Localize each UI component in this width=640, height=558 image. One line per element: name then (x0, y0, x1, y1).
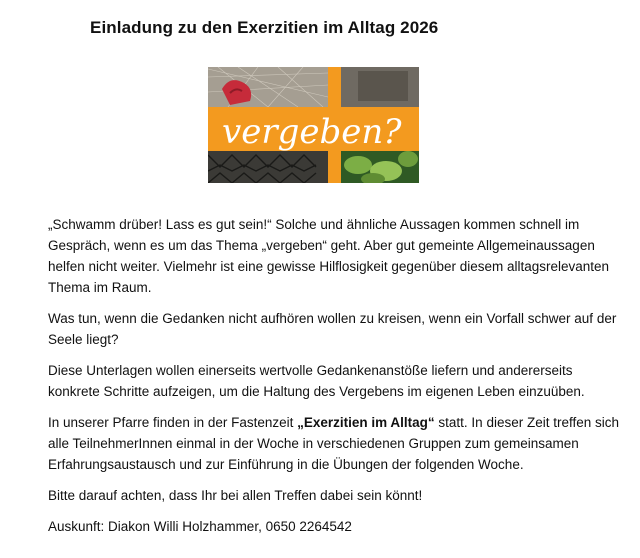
paragraph-contact: Auskunft: Diakon Willi Holzhammer, 0650 2264542 (48, 519, 352, 534)
paragraph-info (48, 412, 620, 475)
page-title: Einladung zu den Exerzitien im Alltag 2026 (90, 18, 439, 37)
paragraph-purpose: Diese Unterlagen wollen einerseits wertvolle Gedankenanstöße liefern und andererseits konkrete Schritte aufzeigen, um die Haltung des Vergebens im eigenen Leben einzuüben. (48, 363, 585, 399)
banner-image (208, 67, 419, 183)
paragraph-info-post: statt. In dieser Zeit treffen sich alle TeilnehmerInnen einmal in der Woche in verschiedenen Gruppen zum gemeinsamen Erfahrungsaustausch und zur Einführung in die Übungen der folgenden Woche. (48, 415, 620, 472)
event-name: „Exerzitien im Alltag“ (297, 415, 435, 430)
body-text (48, 214, 620, 547)
paragraph-note: Bitte darauf achten, dass Ihr bei allen Treffen dabei sein könnt! (48, 488, 423, 503)
paragraph-question: Was tun, wenn die Gedanken nicht aufhören wollen zu kreisen, wenn ein Vorfall schwer auf der Seele liegt? (48, 311, 617, 347)
paragraph-info-pre: In unserer Pfarre finden in der Fastenzeit (48, 415, 298, 430)
banner-word: vergeben? (222, 112, 402, 152)
paragraph-intro: „Schwamm drüber! Lass es gut sein!“ Solche und ähnliche Aussagen kommen schnell im Gespräch, wenn es um das Thema „vergeben“ geht. Aber gut gemeinte Allgemeinaussagen helfen nicht weiter. Vielmehr ist eine gewisse Hilflosigkeit gegenüber diesem alltagsrelevanten Thema im Raum. (48, 217, 610, 295)
